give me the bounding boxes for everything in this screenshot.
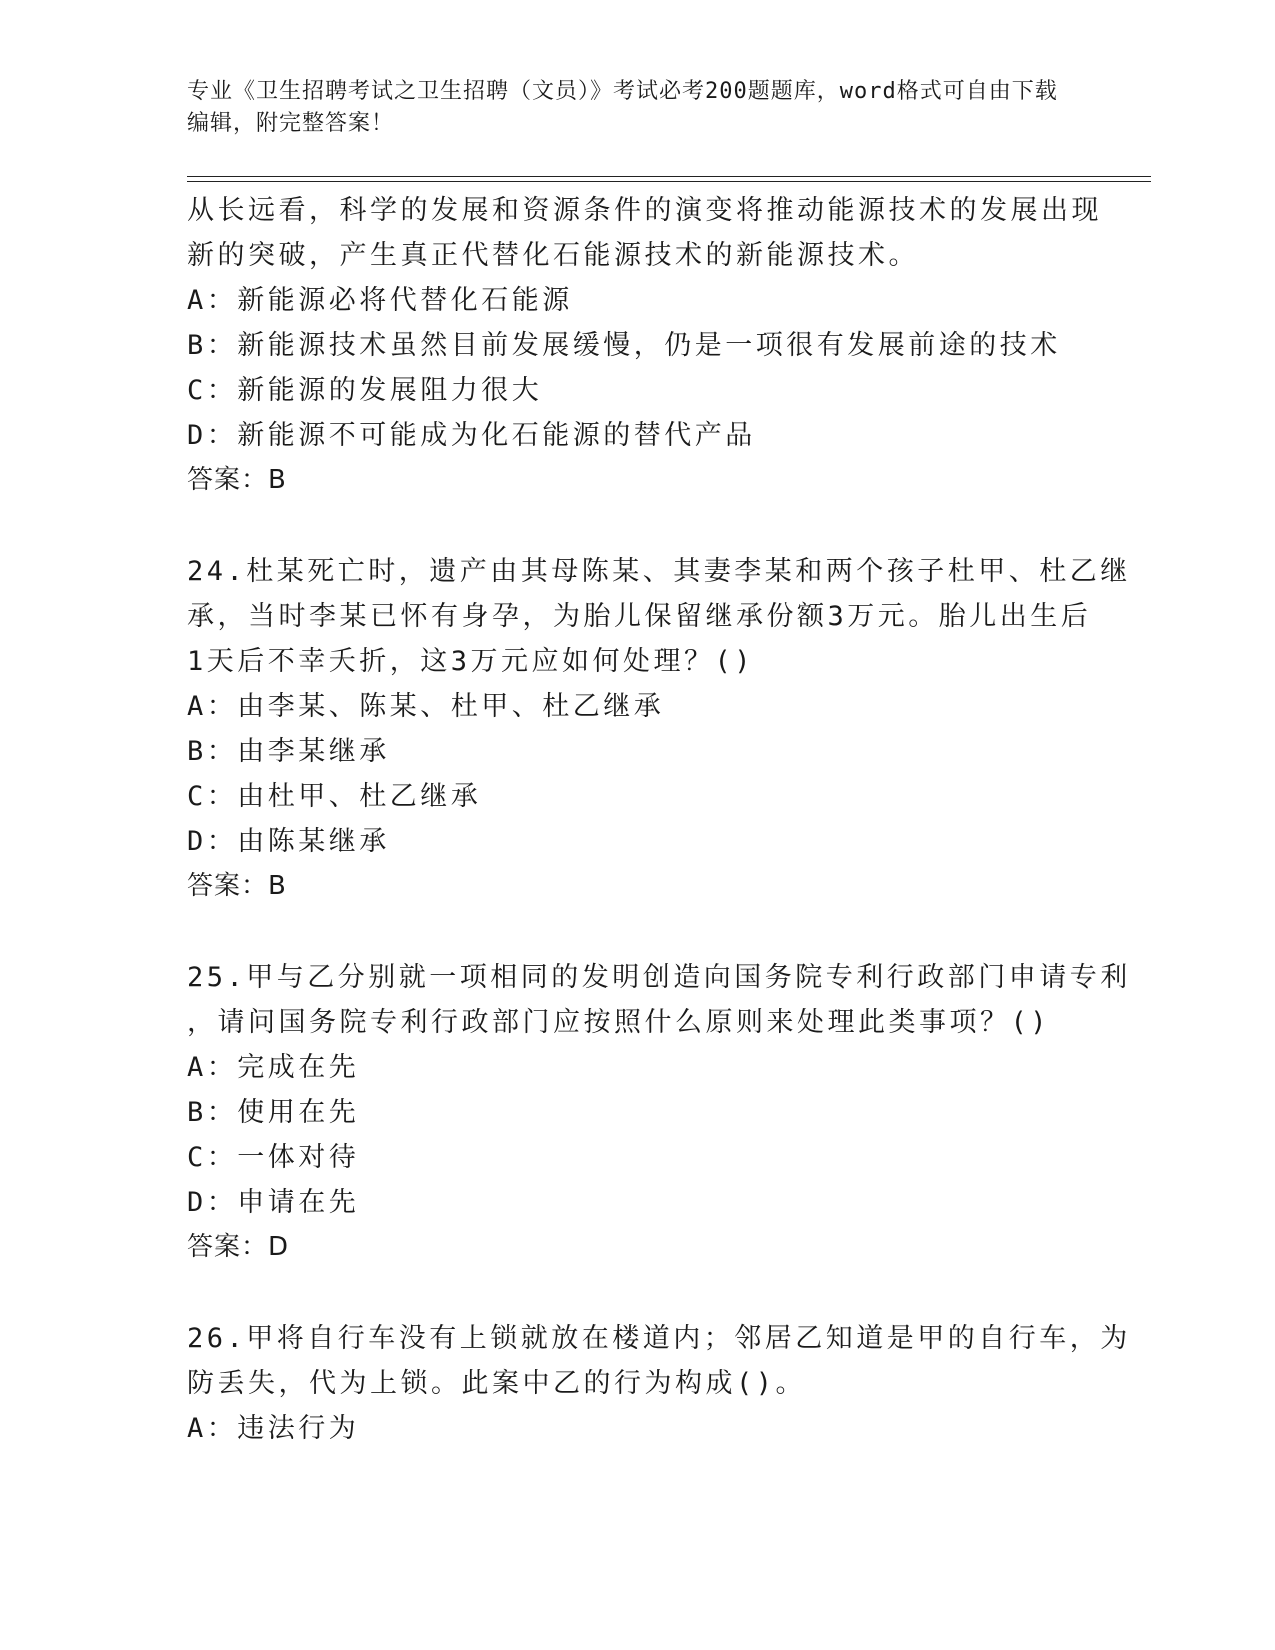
option-a: A：违法行为 [187,1413,360,1444]
question-stem-line: 防丢失，代为上锁。此案中乙的行为构成()。 [187,1368,807,1399]
question-spacer [187,1270,1087,1316]
question-block [187,188,1102,503]
question-stem-line: 1天后不幸夭折，这3万元应如何处理？() [187,646,755,677]
option-a: A：完成在先 [187,1052,360,1083]
question-stem-line: 承，当时李某已怀有身孕，为胎儿保留继承份额3万元。胎儿出生后 [187,601,1092,632]
question-list [187,188,1131,1451]
option-c: C：新能源的发展阻力很大 [187,375,543,406]
question-stem-line: 新的突破，产生真正代替化石能源技术的新能源技术。 [187,240,919,271]
header-divider-thick [187,176,1151,177]
question-stem-line: ，请问国务院专利行政部门应按照什么原则来处理此类事项？() [187,1007,1051,1038]
option-c: C：由杜甲、杜乙继承 [187,781,482,812]
answer-line: 答案：B [187,465,287,495]
question-block [187,549,1131,909]
option-b: B：由李某继承 [187,736,390,767]
option-b: B：使用在先 [187,1097,360,1128]
option-d: D：由陈某继承 [187,826,390,857]
question-stem-line: 从长远看，科学的发展和资源条件的演变将推动能源技术的发展出现 [187,195,1102,226]
document-header [187,76,1067,140]
option-d: D：申请在先 [187,1187,360,1218]
question-stem-line: 24.杜某死亡时，遗产由其母陈某、其妻李某和两个孩子杜甲、杜乙继 [187,556,1131,587]
question-spacer [187,909,1087,955]
option-a: A：由李某、陈某、杜甲、杜乙继承 [187,691,665,722]
question-stem-line: 25.甲与乙分别就一项相同的发明创造向国务院专利行政部门申请专利 [187,962,1131,993]
question-block [187,1316,1131,1451]
question-spacer [187,503,1087,549]
answer-line: 答案：D [187,1232,290,1262]
header-divider-thin [187,181,1151,182]
answer-line: 答案：B [187,871,287,901]
header-title: 专业《卫生招聘考试之卫生招聘（文员）》考试必考200题题库，word格式可自由下载编辑，附完整答案！ [187,79,1058,136]
option-c: C：一体对待 [187,1142,360,1173]
question-block [187,955,1131,1270]
option-b: B：新能源技术虽然目前发展缓慢，仍是一项很有发展前途的技术 [187,330,1061,361]
question-stem-line: 26.甲将自行车没有上锁就放在楼道内；邻居乙知道是甲的自行车，为 [187,1323,1131,1354]
option-a: A：新能源必将代替化石能源 [187,285,573,316]
option-d: D：新能源不可能成为化石能源的替代产品 [187,420,756,451]
